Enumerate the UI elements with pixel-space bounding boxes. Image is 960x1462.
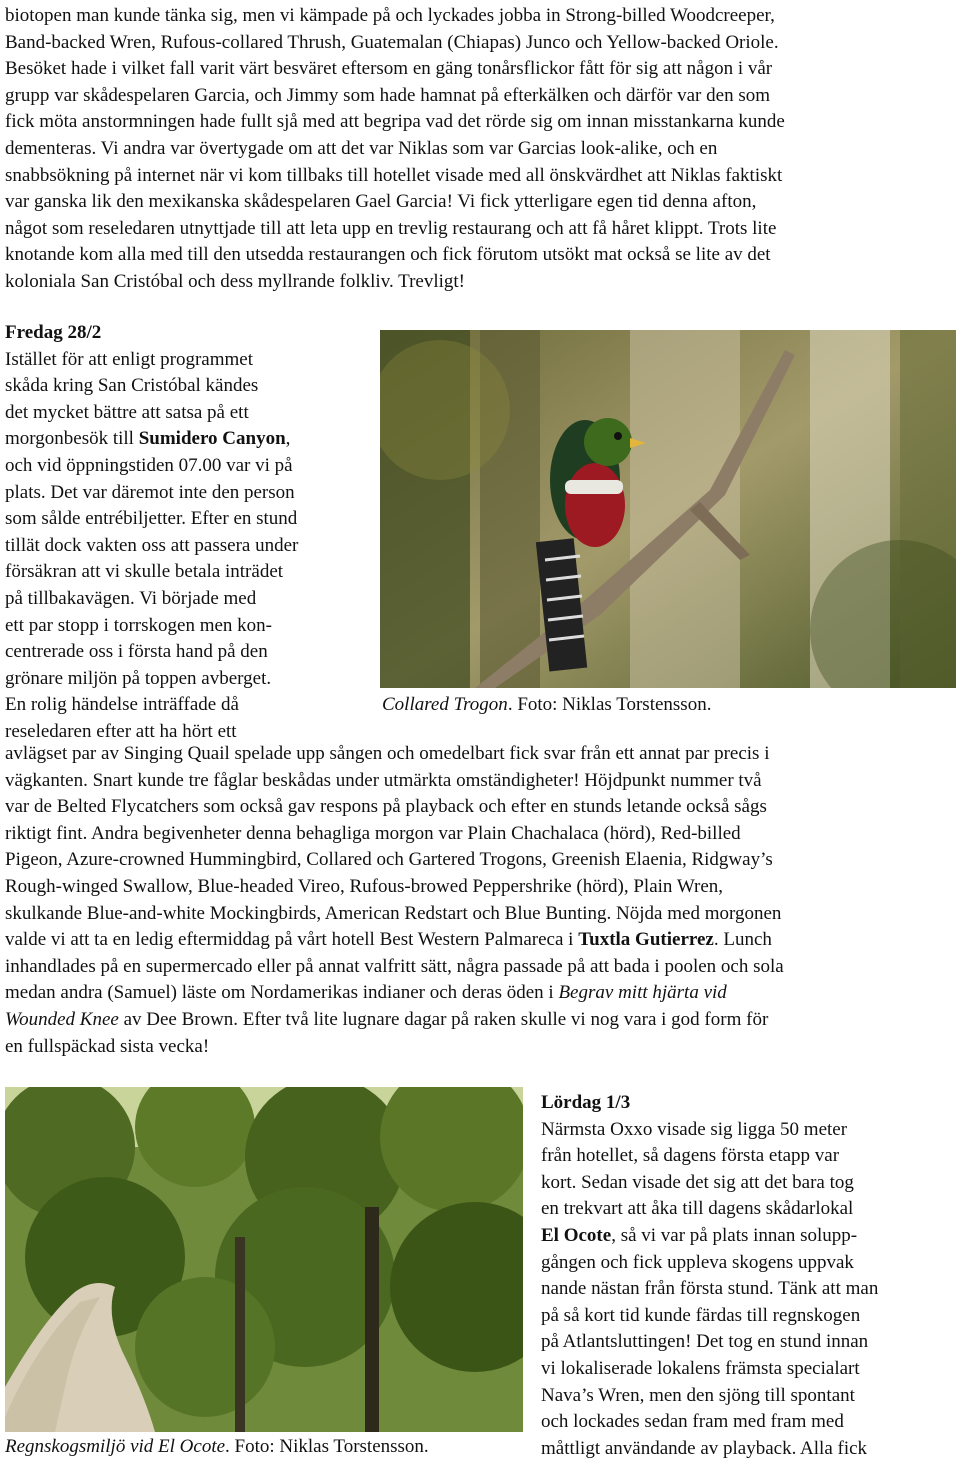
friday-line: som sålde entrébiljetter. Efter en stund (5, 508, 298, 530)
friday-line: centrerade oss i första hand på den (5, 641, 268, 663)
paragraph-line: Rough-winged Swallow, Blue-headed Vireo, Rufous-browed Peppershrike (hörd), Plain Wren, (5, 875, 724, 897)
intro-line: dementeras. Vi andra var övertygade om att det var Niklas som var Garcias look-alike, och en (5, 137, 718, 159)
intro-line: koloniala San Cristóbal och dess myllrande folkliv. Trevligt! (5, 270, 465, 292)
friday-text: , (285, 428, 291, 450)
caption-place: Regnskogsmiljö vid El Ocote (5, 1436, 226, 1457)
paragraph-line: skulkande Blue-and-white Mockingbirds, American Redstart och Blue Bunting. Nöjda med morgonen (5, 902, 782, 924)
paragraph-line: var de Belted Flycatchers som också gav respons på playback och efter en stunds letande också sågs (5, 796, 767, 818)
intro-line: snabbsökning på internet när vi kom tillbaks till hotellet visade med all önskvärdhet att Niklas faktiskt (5, 164, 783, 186)
friday-line: grönare miljön på toppen avberget. (5, 667, 272, 689)
saturday-line: vi lokaliserade lokalens främsta specialart (541, 1357, 860, 1379)
friday-line: En rolig händelse inträffade då (5, 694, 239, 716)
intro-line: biotopen man kunde tänka sig, men vi kämpade på och lyckades jobba in Strong-billed Woodcreeper, (5, 5, 775, 26)
saturday-line: kort. Sedan visade det sig att det bara tog (541, 1171, 854, 1193)
friday-line: plats. Det var däremot inte den person (5, 481, 295, 503)
paragraph-line: avlägset par av Singing Quail spelade upp sången och omedelbart fick svar från ett annat par precis i (5, 743, 770, 764)
saturday-heading: Lördag 1/3 (541, 1092, 631, 1113)
friday-line: Istället för att enligt programmet (5, 348, 253, 370)
book-title: Begrav mitt hjärta vid (558, 982, 727, 1004)
paragraph-line: vägkanten. Snart kunde tre fåglar beskådas under utmärkta omständigheter! Höjdpunkt nummer två (5, 769, 762, 791)
paragraph-line (5, 1007, 955, 1034)
intro-line: grupp var skådespelaren Garcia, och Jimmy som hade hamnat på efterkälken och därför var den som (5, 84, 770, 106)
paragraph-line: riktigt fint. Andra begivenheter denna behagliga morgon var Plain Chachalaca (hörd), Red-billed (5, 822, 741, 844)
saturday-line (541, 1223, 956, 1250)
friday-text: morgonbesök till (5, 428, 139, 450)
saturday-section (541, 1090, 956, 1462)
saturday-line: gången och fick uppleva skogens uppvak (541, 1251, 854, 1273)
caption-credit: . Foto: Niklas Torstensson. (507, 694, 712, 715)
intro-line: knotande kom alla med till den utsedda restaurangen och fick förutom utsökt mat också se lite av det (5, 244, 771, 266)
saturday-line: Nava’s Wren, men den sjöng till spontant (541, 1384, 855, 1406)
friday-line: reseledaren efter att ha hört ett (5, 720, 237, 742)
friday-line (5, 426, 377, 453)
sumidero-canyon-name: Sumidero Canyon (138, 428, 286, 450)
intro-paragraph (5, 3, 955, 296)
paragraph-text: . Lunch (713, 929, 772, 951)
el-ocote-forest-photo (5, 1087, 523, 1432)
intro-line: något som reseledaren utnyttjade till att leta upp en trevlig restaurang och att få håret klippt. Trots lite (5, 217, 777, 239)
saturday-line: nande nästan från första stund. Tänk att man (541, 1278, 879, 1300)
paragraph-line: Pigeon, Azure-crowned Hummingbird, Collared och Gartered Trogons, Greenish Elaenia, Ridgway’s (5, 849, 773, 871)
saturday-line: måttligt användande av playback. Alla fick (541, 1437, 868, 1459)
trogon-caption (382, 692, 711, 719)
intro-line: fick möta anstormningen hade fullt sjå med att begripa vad det rörde sig om innan misstankarna kunde (5, 111, 785, 133)
forest-caption (5, 1434, 429, 1461)
friday-line: det mycket bättre att satsa på ett (5, 401, 249, 423)
friday-line: försäkran att vi skulle betala inträdet (5, 561, 284, 583)
book-title: Wounded Knee (5, 1008, 119, 1030)
forest-illustration (5, 1087, 523, 1432)
saturday-line: på Atlantsluttingen! Det tog en stund innan (541, 1331, 869, 1353)
friday-heading: Fredag 28/2 (5, 322, 102, 343)
paragraph-text: av Dee Brown. Efter två lite lugnare dagar på raken skulle vi nog vara i god form för (118, 1008, 769, 1030)
tuxtla-gutierrez-name: Tuxtla Gutierrez (578, 929, 714, 951)
paragraph-text: medan andra (Samuel) läste om Nordamerikas indianer och deras öden i (5, 982, 559, 1004)
saturday-line: på så kort tid kunde färdas till regnskogen (541, 1304, 861, 1326)
paragraph-line: inhandlades på en supermercado eller på annat valfritt sätt, några passade på att bada i poolen och sola (5, 955, 784, 977)
saturday-line: Närmsta Oxxo visade sig ligga 50 meter (541, 1118, 848, 1140)
trogon-illustration (380, 330, 956, 688)
friday-line: tillät dock vakten oss att passera under (5, 534, 299, 556)
paragraph-line (5, 927, 955, 954)
collared-trogon-photo (380, 330, 956, 688)
intro-line: var ganska lik den mexikanska skådespelaren Gael Garcia! Vi fick ytterligare egen tid denna afton, (5, 191, 757, 213)
friday-line: ett par stopp i torrskogen men kon- (5, 614, 273, 636)
friday-section (5, 320, 377, 746)
intro-line: Band-backed Wren, Rufous-collared Thrush, Guatemalan (Chiapas) Junco och Yellow-backed Oriole. (5, 31, 779, 53)
paragraph-text: valde vi att ta en ledig eftermiddag på vårt hotell Best Western Palmareca i (5, 929, 579, 951)
saturday-line: och lockades sedan fram med fram med (541, 1411, 844, 1433)
friday-line: och vid öppningstiden 07.00 var vi på (5, 454, 293, 476)
intro-line: Besöket hade i vilket fall varit värt besväret eftersom en gäng tonårsflickor fått för sig att någon i vår (5, 58, 773, 80)
saturday-text: , så vi var på plats innan solupp- (611, 1224, 858, 1246)
caption-credit: . Foto: Niklas Torstensson. (225, 1436, 429, 1457)
saturday-line: från hotellet, så dagens första etapp var (541, 1145, 840, 1167)
saturday-line: en trekvart att åka till dagens skådarlokal (541, 1198, 854, 1220)
friday-continued-paragraph (5, 741, 955, 1060)
paragraph-line (5, 980, 955, 1007)
el-ocote-name: El Ocote (541, 1224, 612, 1246)
paragraph-line: en fullspäckad sista vecka! (5, 1035, 210, 1057)
caption-species: Collared Trogon (382, 694, 508, 715)
friday-line: skåda kring San Cristóbal kändes (5, 375, 259, 397)
friday-line: på tillbakavägen. Vi började med (5, 587, 257, 609)
